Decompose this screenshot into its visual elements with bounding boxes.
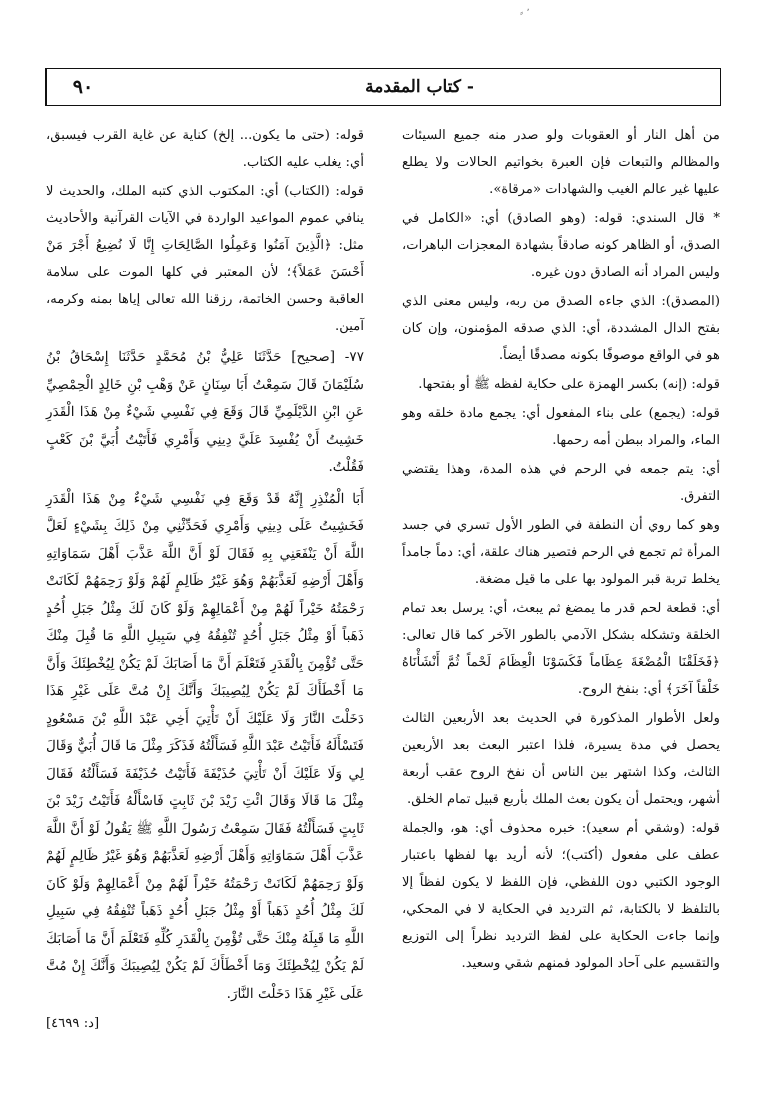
top-marks: ٬ ⸗	[520, 8, 530, 19]
commentary-paragraph: أي: يتم جمعه في الرحم في هذه المدة، وهذا يقتضي التفرق.	[402, 462, 720, 504]
commentary-paragraph: أي: قطعة لحم قدر ما يمضغ ثم يبعث، أي: يرسل بعد تمام الخلقة وتشكله بشكل الآدمي بالطور الآخر كما قال تعالى: ﴿فَخَلَقْنَا الْمُضْغَةَ عِظَاماً فَكَسَوْنَا الْعِظَامَ لَحْماً ثُمَّ أَنْشَأْنَاهُ خَلْقاً آخَرَ﴾ أي: بنفخ الروح.	[402, 601, 720, 697]
page-number: ٩٠	[46, 69, 119, 105]
commentary-paragraph: قوله: (حتى ما يكون... إلخ) كناية عن غاية القرب فيسبق، أي: يغلب عليه الكتاب.	[46, 128, 364, 170]
commentary-paragraph: قوله: (إنه) بكسر الهمزة على حكاية لفظه ﷺ أو بفتحها.	[418, 377, 720, 392]
commentary-paragraph: من أهل النار أو العقوبات ولو صدر منه جميع السيئات والمظالم والتبعات فإن العبرة بخواتيم الحالات ولا يطلع عليها غير عالم الغيب والشهادات «مرقاة».	[402, 128, 720, 197]
commentary-paragraph: * قال السندي: قوله: (وهو الصادق) أي: «الكامل في الصدق، أو الظاهر كونه صادقاً بشهادة المعجزات الباهرات، وليس المراد أنه الصادق دون غيره.	[402, 211, 720, 280]
chapter-title: - كتاب المقدمة	[365, 77, 474, 97]
hadith-text: أَبَا الْمُنْذِرِ إِنَّهُ قَدْ وَقَعَ فِي نَفْسِي شَيْءٌ مِنْ هَذَا الْقَدَرِ فَخَشِيتُ عَلَى دِينِي وَأَمْرِي فَحَدِّثْنِي مِنْ ذَلِكَ بِشَيْءٍ لَعَلَّ اللَّهَ أَنْ يَنْفَعَنِي بِهِ فَقَالَ لَوْ أَنَّ اللَّهَ عَذَّبَ أَهْلَ سَمَاوَاتِهِ وَأَهْلَ أَرْضِهِ لَعَذَّبَهُمْ وَهُوَ غَيْرُ ظَالِمٍ لَهُمْ وَلَوْ رَحِمَهُمْ لَكَانَتْ رَحْمَتُهُ خَيْراً لَهُمْ مِنْ أَعْمَالِهِمْ وَلَوْ كَانَ لَكَ مِثْلُ جَبَلِ أُحُدٍ ذَهَباً أَوْ مِثْلُ جَبَلِ أُحُدٍ تُنْفِقُهُ فِي سَبِيلِ اللَّهِ مَا قُبِلَ مِنْكَ حَتَّى تُؤْمِنَ بِالْقَدَرِ فَتَعْلَمَ أَنَّ مَا أَصَابَكَ لَمْ يَكُنْ لِيُخْطِئَكَ وَأَنَّ مَا أَخْطَأَكَ لَمْ يَكُنْ لِيُصِيبَكَ وَأَنَّكَ إِنْ مُتَّ عَلَى غَيْرِ هَذَا دَخَلْتَ النَّارَ وَلَا عَلَيْكَ أَنْ تَأْتِيَ أَخِي عَبْدَ اللَّهِ بْنَ مَسْعُودٍ فَتَسْأَلَهُ فَأَتَيْتُ عَبْدَ اللَّهِ فَسَأَلْتُهُ فَذَكَرَ مِثْلَ مَا قَالَ أُبَيٌّ وَقَالَ لِي وَلَا عَلَيْكَ أَنْ تَأْتِيَ حُذَيْفَةَ فَأَتَيْتُ حُذَيْفَةَ فَسَأَلْتُهُ فَقَالَ مِثْلَ مَا قَالَا وَقَالَ ائْتِ زَيْدَ بْنَ ثَابِتٍ فَاسْأَلْهُ فَأَتَيْتُ زَيْدَ بْنَ ثَابِتٍ فَسَأَلْتُهُ فَقَالَ سَمِعْتُ رَسُولَ اللَّهِ ﷺ يَقُولُ لَوْ أَنَّ اللَّهَ عَذَّبَ أَهْلَ سَمَاوَاتِهِ وَأَهْلَ أَرْضِهِ لَعَذَّبَهُمْ وَهُوَ غَيْرُ ظَالِمٍ لَهُمْ وَلَوْ رَحِمَهُمْ لَكَانَتْ رَحْمَتُهُ خَيْراً لَهُمْ مِنْ أَعْمَالِهِمْ وَلَوْ كَانَ لَكَ مِثْلُ أُحُدٍ ذَهَباً أَوْ مِثْلُ جَبَلِ أُحُدٍ ذَهَباً تُنْفِقُهُ فِي سَبِيلِ اللَّهِ مَا قَبِلَهُ مِنْكَ حَتَّى تُؤْمِنَ بِالْقَدَرِ كُلِّهِ فَتَعْلَمَ أَنَّ مَا أَصَابَكَ لَمْ يَكُنْ لِيُخْطِئَكَ وَمَا أَخْطَأَكَ لَمْ يَكُنْ لِيُصِيبَكَ وَأَنَّكَ إِنْ مُتَّ عَلَى غَيْرِ هَذَا دَخَلْتَ النَّارَ.	[46, 490, 364, 1002]
commentary-paragraph: (المصدق): الذي جاءه الصدق من ربه، وليس معنى الذي بفتح الدال المشددة، أي: الذي صدقه المؤمنون، وإن كان هو في الواقع موصوفًا بكونه مصدقًا أيضاً.	[402, 294, 720, 363]
hadith-isnad: ٧٧- [صحيح] حَدَّثَنَا عَلِيُّ بْنُ مُحَمَّدٍ حَدَّثَنَا إِسْحَاقُ بْنُ سُلَيْمَانَ قَالَ سَمِعْتُ أَبَا سِنَانٍ عَنْ وَهْبِ بْنِ خَالِدٍ الْحِمْصِيِّ عَنِ ابْنِ الدَّيْلَمِيِّ قَالَ وَقَعَ فِي نَفْسِي شَيْءٌ مِنْ هَذَا الْقَدَرِ خَشِيتُ أَنْ يُفْسِدَ عَلَيَّ دِينِي وَأَمْرِي فَأَتَيْتُ أُبَيَّ بْنَ كَعْبٍ فَقُلْتُ.	[46, 349, 364, 475]
page-header	[45, 68, 721, 106]
hadith-reference: [د: ٤٦٩٩]	[46, 1016, 100, 1031]
left-column-hadith	[46, 122, 364, 1037]
commentary-paragraph: ولعل الأطوار المذكورة في الحديث بعد الأربعين الثالث يحصل في مدة يسيرة، فلذا اعتبر البعث بعد الأربعين الثالث، وكذا اشتهر بين الناس أن نفخ الروح عقب أربعة أشهر، ويحتمل أن يكون بعث الملك بأربع قبيل تمام الخلق.	[402, 711, 720, 807]
commentary-paragraph: وهو كما روي أن النطفة في الطور الأول تسري في جسد المرأة ثم تجمع في الرحم فتصير هناك علقة، أي: دماً جامداً يخلط تربة قبر المولود بها على ما قيل مضغة.	[402, 518, 720, 587]
commentary-paragraph: قوله: (وشقي أم سعيد): خبره محذوف أي: هو، والجملة عطف على مفعول (أكتب)؛ لأنه أريد بها لفظها باعتبار الوجود الكتبي دون اللفظي، فإن اللفظ لا يكون لفظاً إلا بالتلفظ لا بالكتابة، ثم الترديد في الحكاية لا في المحكي، وإنما جاءت الحكاية على لفظ الترديد نظراً إلى التوزيع والتقسيم على آحاد المولود فمنهم شقي وسعيد.	[402, 821, 720, 971]
commentary-paragraph: قوله: (الكتاب) أي: المكتوب الذي كتبه الملك، والحديث لا ينافي عموم المواعيد الواردة في الآيات القرآنية والأحاديث مثل: ﴿الَّذِينَ آمَنُوا وَعَمِلُوا الصَّالِحَاتِ إِنَّا لَا نُضِيعُ أَجْرَ مَنْ أَحْسَنَ عَمَلاً﴾؛ لأن المعتبر في كلها الموت على سلامة العاقبة وحسن الخاتمة، رزقنا الله تعالى إياها بمنه وكرمه، آمين.	[46, 184, 364, 334]
commentary-paragraph: قوله: (يجمع) على بناء المفعول أي: يجمع مادة خلقه وهو الماء، والمراد ببطن أمه رحمها.	[402, 406, 720, 448]
right-column-commentary	[402, 122, 720, 979]
